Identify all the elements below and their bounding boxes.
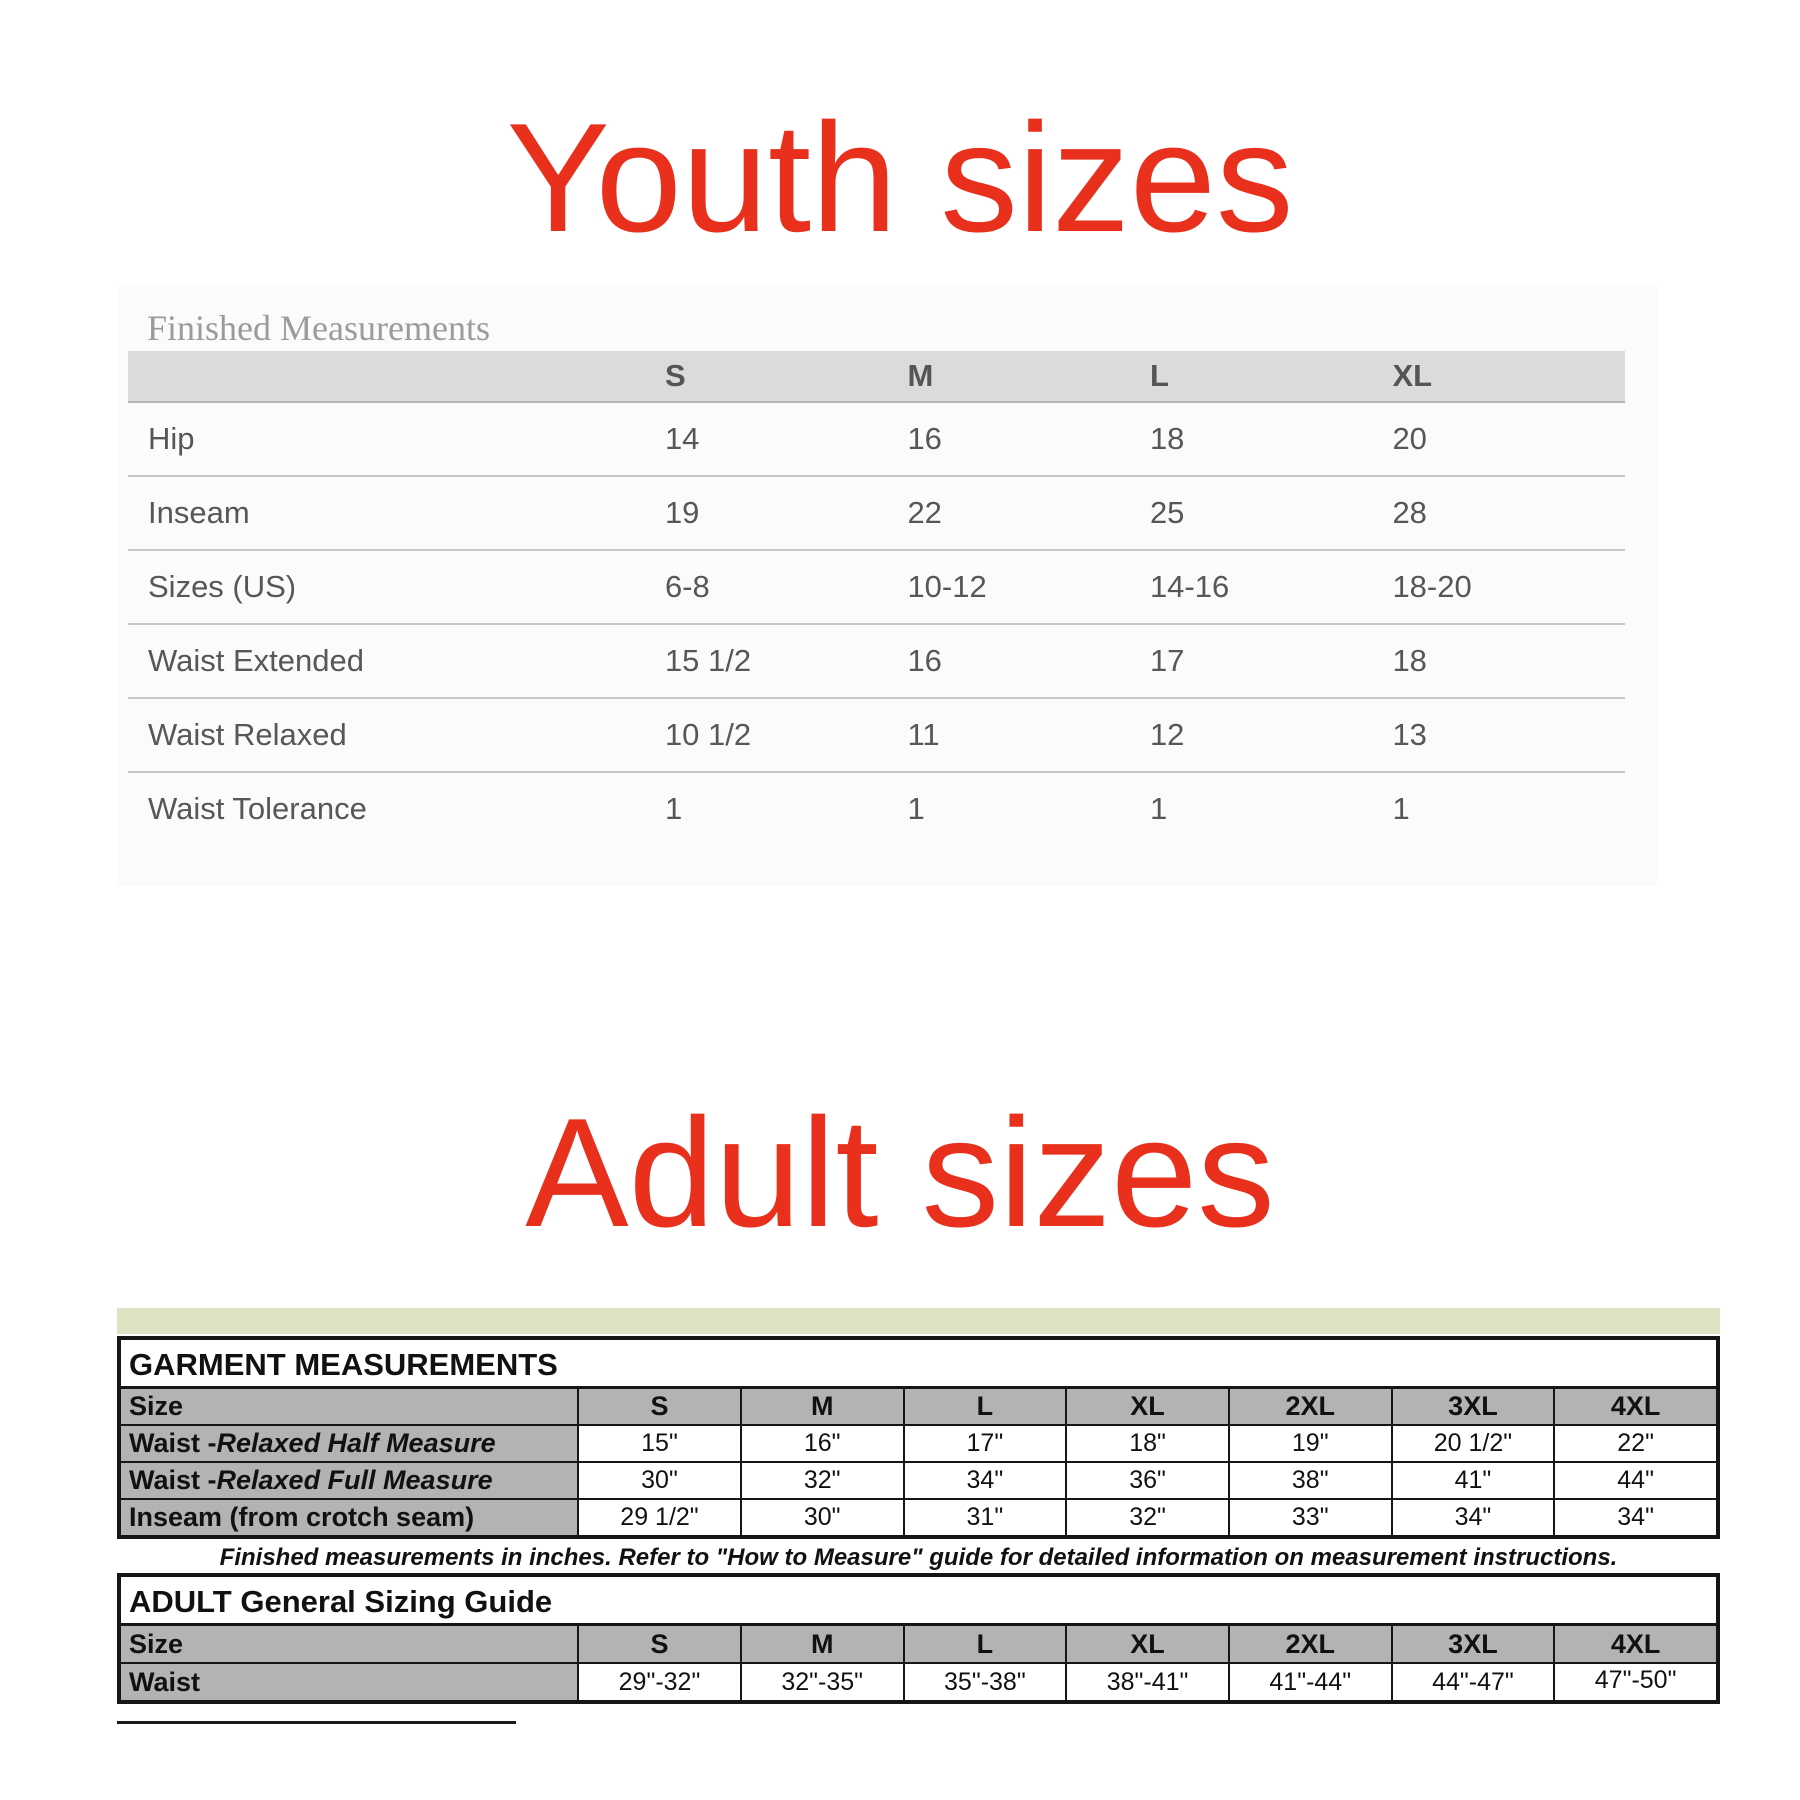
garment-size-header-row: [121, 1389, 1716, 1424]
cell-value: 14-16: [1149, 569, 1230, 604]
cell-value: 6-8: [664, 569, 710, 604]
garment-measurements-table: [117, 1336, 1720, 1539]
cell-value: 47"-50": [1553, 1664, 1716, 1700]
table-row: [128, 477, 1625, 551]
row-label: [121, 1426, 577, 1461]
cell-value: 16: [907, 643, 942, 678]
cell-value: 34": [903, 1463, 1066, 1498]
row-label: Sizes (US): [148, 569, 297, 604]
sizing-guide-heading: ADULT General Sizing Guide: [121, 1577, 1716, 1626]
cell-value: 16": [740, 1426, 903, 1461]
col-header-3xl: 3XL: [1391, 1389, 1554, 1424]
cell-value: 14: [664, 421, 700, 456]
cell-value: 38"-41": [1065, 1664, 1228, 1700]
adult-sizes-title: Adult sizes: [525, 1086, 1275, 1259]
size-label: Size: [121, 1626, 577, 1662]
cell-value: 41"-44": [1228, 1664, 1391, 1700]
cell-value: 25: [1149, 495, 1185, 530]
cell-value: 34": [1553, 1500, 1716, 1535]
youth-header-xl: XL: [1392, 358, 1433, 393]
cell-value: 41": [1391, 1463, 1554, 1498]
cell-value: 28: [1392, 495, 1427, 530]
row-label: [121, 1463, 577, 1498]
cell-value: 44"-47": [1391, 1664, 1554, 1700]
cell-value: 32"-35": [740, 1664, 903, 1700]
row-label: Waist Tolerance: [148, 791, 367, 826]
table-row: [128, 625, 1625, 699]
cell-value: 1: [1392, 791, 1410, 826]
col-header-xl: XL: [1065, 1389, 1228, 1424]
cell-value: 15 1/2: [664, 643, 752, 678]
cell-value: 34": [1391, 1500, 1554, 1535]
table-row: [128, 403, 1625, 477]
youth-header-l: L: [1149, 358, 1169, 393]
garment-measurements-heading: GARMENT MEASUREMENTS: [121, 1340, 1716, 1389]
col-header-m: M: [740, 1626, 903, 1662]
cell-value: 13: [1392, 717, 1427, 752]
cell-value: 10-12: [907, 569, 987, 604]
table-row: [128, 699, 1625, 773]
size-label: Size: [121, 1389, 577, 1424]
cell-value: 35"-38": [903, 1664, 1066, 1700]
col-header-xl: XL: [1065, 1626, 1228, 1662]
youth-header-m: M: [907, 358, 934, 393]
row-label-prefix: Inseam (from crotch seam): [129, 1502, 475, 1532]
cell-value: 16: [907, 421, 942, 456]
cell-value: 29 1/2": [577, 1500, 740, 1535]
cell-value: 30": [740, 1500, 903, 1535]
cell-value: 29"-32": [577, 1664, 740, 1700]
table-row: [121, 1662, 1716, 1700]
cell-value: 18: [1392, 643, 1427, 678]
cell-value: 38": [1228, 1463, 1391, 1498]
cell-value: 11: [907, 717, 940, 752]
col-header-4xl: 4XL: [1553, 1626, 1716, 1662]
youth-header-s: S: [664, 358, 686, 393]
cell-value: 30": [577, 1463, 740, 1498]
cell-value: 10 1/2: [664, 717, 752, 752]
col-header-m: M: [740, 1389, 903, 1424]
row-label-italic: Relaxed Full Measure: [216, 1465, 493, 1495]
cell-value: 20 1/2": [1391, 1426, 1554, 1461]
cell-value: 32": [740, 1463, 903, 1498]
cell-value: 12: [1149, 717, 1185, 752]
cell-value: 22: [907, 495, 942, 530]
youth-table-header-row: [128, 351, 1625, 403]
cell-value: 18": [1065, 1426, 1228, 1461]
row-label: Hip: [148, 421, 195, 456]
cell-value: 32": [1065, 1500, 1228, 1535]
row-label-prefix: Waist -: [129, 1465, 217, 1495]
cell-value: 1: [907, 791, 925, 826]
cell-value: 17: [1149, 643, 1185, 678]
youth-measurements-section: [117, 285, 1657, 886]
cell-value: 22": [1553, 1426, 1716, 1461]
row-label-prefix: Waist -: [129, 1428, 217, 1458]
bottom-divider-line: [117, 1721, 516, 1724]
cell-value: 44": [1553, 1463, 1716, 1498]
row-label: Waist Extended: [148, 643, 364, 678]
col-header-l: L: [903, 1389, 1066, 1424]
row-label: [121, 1500, 577, 1535]
table-row: [128, 551, 1625, 625]
cell-value: 19: [664, 495, 700, 530]
row-label: Waist: [121, 1664, 577, 1700]
cell-value: 33": [1228, 1500, 1391, 1535]
col-header-l: L: [903, 1626, 1066, 1662]
cell-value: 19": [1228, 1426, 1391, 1461]
finished-measurements-caption: Finished Measurements: [147, 308, 490, 348]
row-label: Inseam: [148, 495, 250, 530]
cell-value: 18: [1149, 421, 1185, 456]
table-row: [128, 773, 1625, 845]
cell-value: 15": [577, 1426, 740, 1461]
cell-value: 20: [1392, 421, 1427, 456]
row-label-italic: Relaxed Half Measure: [216, 1428, 496, 1458]
row-label: Waist Relaxed: [148, 717, 347, 752]
col-header-s: S: [577, 1626, 740, 1662]
adult-general-sizing-guide-table: [117, 1573, 1720, 1704]
guide-size-header-row: [121, 1626, 1716, 1662]
col-header-2xl: 2XL: [1228, 1626, 1391, 1662]
cell-value: 1: [664, 791, 683, 826]
measurements-footnote: Finished measurements in inches. Refer to "How to Measure" guide for detailed information on measurement instructions.: [219, 1544, 1618, 1571]
table-row: [121, 1498, 1716, 1535]
cell-value: 1: [1149, 791, 1168, 826]
cell-value: 17": [903, 1426, 1066, 1461]
col-header-s: S: [577, 1389, 740, 1424]
table-row: [121, 1461, 1716, 1498]
cell-value: 31": [903, 1500, 1066, 1535]
col-header-2xl: 2XL: [1228, 1389, 1391, 1424]
cell-value: 18-20: [1392, 569, 1472, 604]
green-accent-bar: [117, 1308, 1720, 1334]
cell-value: 36": [1065, 1463, 1228, 1498]
col-header-3xl: 3XL: [1391, 1626, 1554, 1662]
youth-measurements-table: [128, 351, 1625, 845]
youth-sizes-title: Youth sizes: [506, 91, 1294, 264]
col-header-4xl: 4XL: [1553, 1389, 1716, 1424]
table-row: [121, 1424, 1716, 1461]
